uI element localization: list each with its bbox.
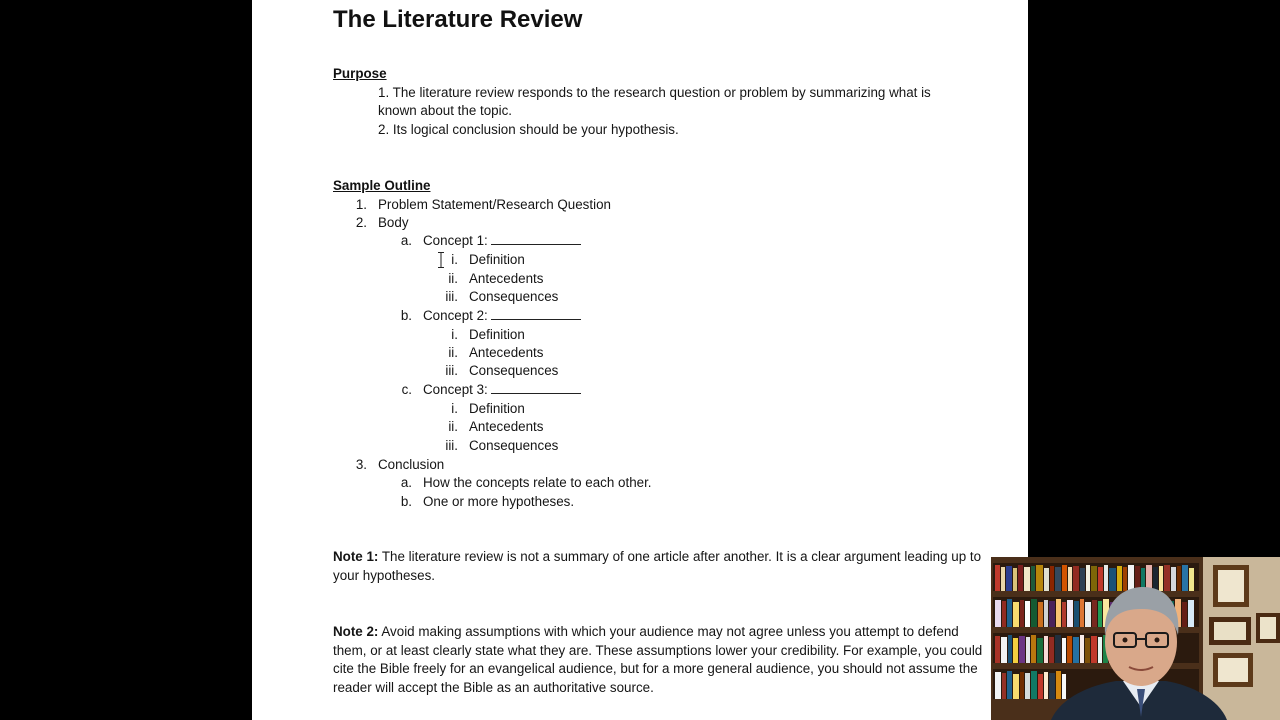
outline-item-3-label: Conclusion [378,457,445,472]
note-2-text: Avoid making assumptions with which your audience may not agree unless you attempt to defend them, or at least clearly state what they are. These assumptions lower your credibility. For example, you could cite the Bible freely for an evangelical audience, but for a more general audience, you should not assume the reader will accept the Bible as an authoritative source. [333,624,983,695]
note-1-label: Note 1: [333,549,379,564]
concept-2-sub-1-number: i. [451,327,458,342]
concept-2-sub-2-number: ii. [448,345,458,360]
webcam-video-overlay [991,557,1280,720]
concept-1-sub-1-label: Definition [469,252,525,267]
conclusion-item-a-letter: a. [400,475,412,490]
conclusion-item-b-label: One or more hypotheses. [423,494,575,509]
concept-3-sub-2-number: ii. [448,419,458,434]
concept-3-sub-3-number: iii. [445,438,458,453]
concept-2-sub-3-number: iii. [445,363,458,378]
purpose-heading: Purpose [333,66,387,81]
purpose-item-2: 2. Its logical conclusion should be your hypothesis. [378,122,679,137]
concept-2-label: Concept 2: [423,308,488,323]
outline-item-1-label: Problem Statement/Research Question [378,197,611,212]
concept-1-label: Concept 1: [423,233,488,248]
concept-1-sub-2-number: ii. [448,271,458,286]
concept-2-letter: b. [400,308,412,323]
document-title: The Literature Review [333,6,583,33]
note-1 [333,548,989,585]
conclusion-item-a-label: How the concepts relate to each other. [423,475,652,490]
concept-2-sub-1-label: Definition [469,327,525,342]
concept-2-label-row [423,307,581,325]
outline-item-2-number: 2. [355,215,367,230]
purpose-item-1-line-1: 1. The literature review responds to the research question or problem by summarizing what is [378,85,931,100]
concept-1-sub-3-label: Consequences [469,289,559,304]
outline-item-1-number: 1. [355,197,367,212]
concept-1-letter: a. [400,233,412,248]
concept-3-label: Concept 3: [423,382,488,397]
outline-heading: Sample Outline [333,178,431,193]
outline-item-2-label: Body [378,215,409,230]
concept-1-blank-line [491,232,581,245]
document-page [252,0,1028,720]
concept-1-sub-1-number: i. [451,252,458,267]
purpose-item-1-line-2: known about the topic. [378,103,512,118]
concept-1-label-row [423,232,581,250]
note-1-text: The literature review is not a summary of one article after another. It is a clear argument leading up to your hypotheses. [333,549,982,583]
presenter-video-frame [991,557,1280,720]
conclusion-item-b-letter: b. [400,494,412,509]
text-cursor-icon [438,252,444,268]
concept-3-sub-1-number: i. [451,401,458,416]
outline-item-3-number: 3. [355,457,367,472]
concept-3-sub-3-label: Consequences [469,438,559,453]
concept-2-blank-line [491,307,581,320]
concept-1-sub-3-number: iii. [445,289,458,304]
concept-3-label-row [423,381,581,399]
concept-1-sub-2-label: Antecedents [469,271,544,286]
concept-3-sub-1-label: Definition [469,401,525,416]
concept-3-blank-line [491,381,581,394]
concept-2-sub-2-label: Antecedents [469,345,544,360]
concept-3-sub-2-label: Antecedents [469,419,544,434]
concept-3-letter: c. [401,382,412,397]
concept-2-sub-3-label: Consequences [469,363,559,378]
note-2 [333,623,989,697]
note-2-label: Note 2: [333,624,379,639]
